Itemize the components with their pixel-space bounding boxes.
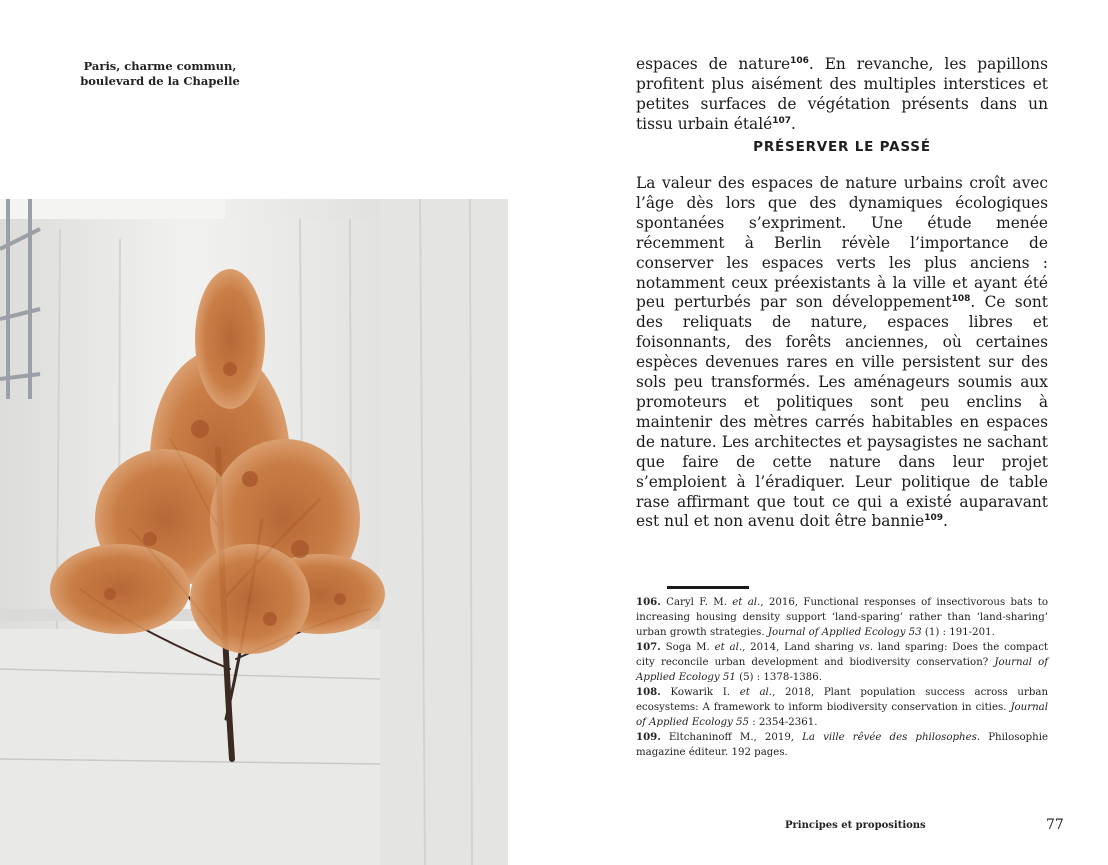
footnote-number: 106. [636, 596, 661, 608]
book-title: La ville rêvée des philosophes [802, 732, 977, 743]
section-heading: PRÉSERVER LE PASSÉ [753, 139, 931, 155]
footnote-number: 109. [636, 731, 661, 743]
running-head: Principes et propositions [785, 820, 926, 831]
top-paragraph [636, 55, 1048, 135]
footnote-divider [667, 586, 749, 589]
text-fragment: . [943, 512, 948, 531]
footnote-109 [636, 730, 1048, 760]
text-fragment: espaces de nature [636, 55, 791, 73]
text-fragment: Eltchaninoff M., 2019, [660, 732, 803, 743]
text-fragment: et al. [714, 642, 743, 653]
text-fragment: . [791, 114, 796, 133]
footnote-number: 107. [636, 641, 661, 653]
text-fragment: . Philosophie magazine éditeur. 192 pages. [636, 732, 1048, 758]
caption-line-1: Paris, charme commun, [83, 59, 237, 73]
caption-line-2: boulevard de la Chapelle [80, 74, 240, 88]
footnote-106 [636, 595, 1048, 640]
footnote-ref-107[interactable]: 107 [772, 115, 792, 126]
text-fragment: (1) : 191-201. [921, 627, 995, 638]
text-fragment: land sparing: Does the compact city reconcile urban development and biodiversity conservation? [636, 642, 1049, 668]
footnote-107 [636, 640, 1048, 685]
footnotes [636, 595, 1048, 760]
text-fragment: , 2014, Land sharing [742, 642, 859, 653]
journal-title: Journal of Applied Ecology 55 [636, 702, 1048, 728]
text-fragment: : 2354-2361. [749, 717, 818, 728]
text-fragment: Kowarik I. [660, 687, 740, 698]
footnote-number: 108. [636, 686, 661, 698]
photo-tree-building [0, 199, 508, 865]
text-fragment: et al. [732, 597, 761, 608]
text-fragment: , 2016, Functional responses of insectivorous bats to increasing housing density support ‘land-sparing’ rather than ‘land-sharing’ urban growth strategies. [636, 597, 1048, 638]
text-fragment: La valeur des espaces de nature urbains croît avec l’âge dès lors que des dynamiques écologiques spontanées s’expriment. Une étude menée récemment à Berlin révèle l’importance de conserver les espaces verts les plus anciens : notamment ceux préexistants à la ville et ayant été peu perturbés par son développement [636, 174, 1048, 312]
text-fragment: vs. [858, 642, 873, 653]
footnote-ref-108[interactable]: 108 [951, 294, 971, 305]
footnote-ref-106[interactable]: 106 [790, 56, 809, 66]
journal-title: Journal of Applied Ecology 53 [767, 627, 922, 638]
text-fragment: , 2018, Plant population success across urban ecosystems: A framework to inform biodiversity conservation in cities. [636, 687, 1048, 713]
main-paragraph [636, 174, 1048, 532]
text-fragment: (5) : 1378-1386. [735, 672, 822, 683]
footnote-ref-109[interactable]: 109 [924, 513, 944, 524]
photo-caption [80, 59, 240, 89]
page-number: 77 [1046, 817, 1064, 833]
text-fragment: Soga M. [660, 642, 715, 653]
journal-title: Journal of Applied Ecology 51 [636, 657, 1048, 683]
footnote-108 [636, 685, 1048, 730]
text-fragment: . Ce sont des reliquats de nature, espaces libres et foisonnants, des forêts anciennes, où certaines espèces devenues rares en ville persistent sur des sols peu transformés. Les aménageurs soumis aux promoteurs et politiques sont peu enclins à maintenir des mètres carrés habitables en espaces de nature. Les architectes et paysagistes ne sachant que faire de cette nature dans leur projet s’emploient à l’éradiquer. Leur politique de table rase affirmant que tout ce qui a existé auparavant est nul et non avenu doit être bannie [636, 293, 1048, 531]
text-fragment: Caryl F. M. [660, 597, 733, 608]
text-fragment: . En revanche, les papillons profitent plus aisément des multiples interstices et petites surfaces de végétation présents dans un tissu urbain étalé [636, 55, 1048, 133]
text-fragment: et al. [739, 687, 773, 698]
